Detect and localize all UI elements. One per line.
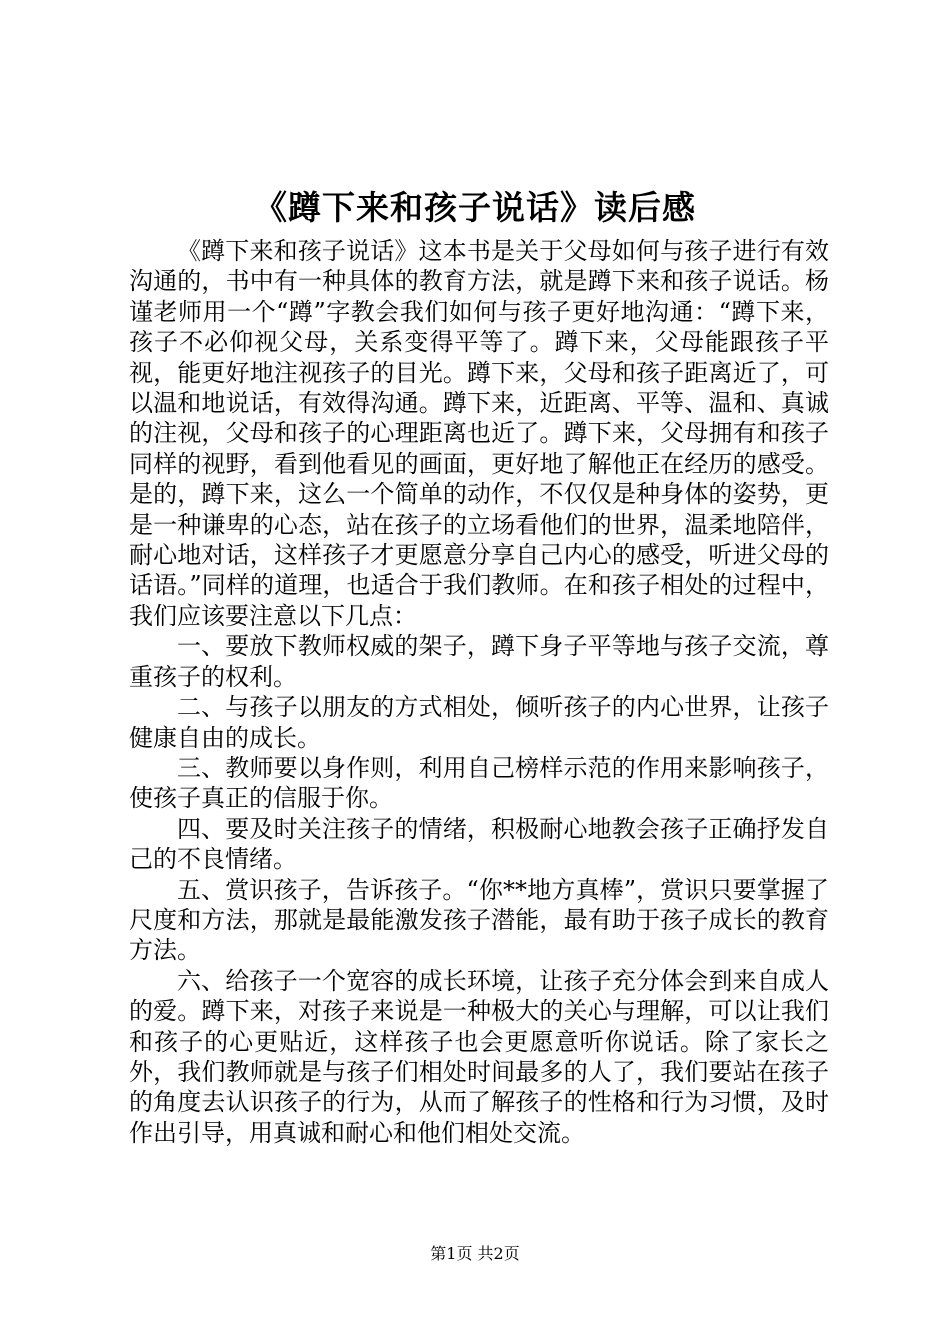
body-paragraph-point-6: 六、给孩子一个宽容的成长环境，让孩子充分体会到来自成人的爱。蹲下来，对孩子来说是一种极大的关心与理解，可以让我们和孩子的心更贴近，这样孩子也会更愿意听你说话。除了家长之外，我们教师就是与孩子们相处时间最多的人了，我们要站在孩子的角度去认识孩子的行为，从而了解孩子的性格和行为习惯，及时作出引导，用真诚和耐心和他们相处交流。 — [129, 966, 829, 1147]
body-paragraph-point-4: 四、要及时关注孩子的情绪，积极耐心地教会孩子正确抒发自己的不良情绪。 — [129, 814, 829, 874]
document-body — [129, 236, 829, 1148]
body-paragraph-point-5: 五、赏识孩子，告诉孩子。“你**地方真棒”，赏识只要掌握了尺度和方法，那就是最能激发孩子潜能，最有助于孩子成长的教育方法。 — [129, 875, 829, 965]
document-title: 《蹲下来和孩子说话》读后感 — [254, 188, 696, 227]
page-footer: 第1页 共2页 — [430, 1244, 520, 1263]
body-paragraph-point-3: 三、教师要以身作则，利用自己榜样示范的作用来影响孩子，使孩子真正的信服于你。 — [129, 753, 829, 813]
body-paragraph-intro: 《蹲下来和孩子说话》这本书是关于父母如何与孩子进行有效沟通的，书中有一种具体的教育方法，就是蹲下来和孩子说话。杨谨老师用一个“蹲”字教会我们如何与孩子更好地沟通：“蹲下来，孩子不必仰视父母，关系变得平等了。蹲下来，父母能跟孩子平视，能更好地注视孩子的目光。蹲下来，父母和孩子距离近了，可以温和地说话，有效得沟通。蹲下来，近距离、平等、温和、真诚的注视，父母和孩子的心理距离也近了。蹲下来，父母拥有和孩子同样的视野，看到他看见的画面，更好地了解他正在经历的感受。是的，蹲下来，这么一个简单的动作，不仅仅是种身体的姿势，更是一种谦卑的心态，站在孩子的立场看他们的世界，温柔地陪伴，耐心地对话，这样孩子才更愿意分享自己内心的感受，听进父母的话语。”同样的道理，也适合于我们教师。在和孩子相处的过程中，我们应该要注意以下几点： — [129, 237, 829, 630]
body-paragraph-point-1: 一、要放下教师权威的架子，蹲下身子平等地与孩子交流，尊重孩子的权利。 — [129, 632, 829, 691]
body-paragraph-point-2: 二、与孩子以朋友的方式相处，倾听孩子的内心世界，让孩子健康自由的成长。 — [129, 693, 829, 752]
